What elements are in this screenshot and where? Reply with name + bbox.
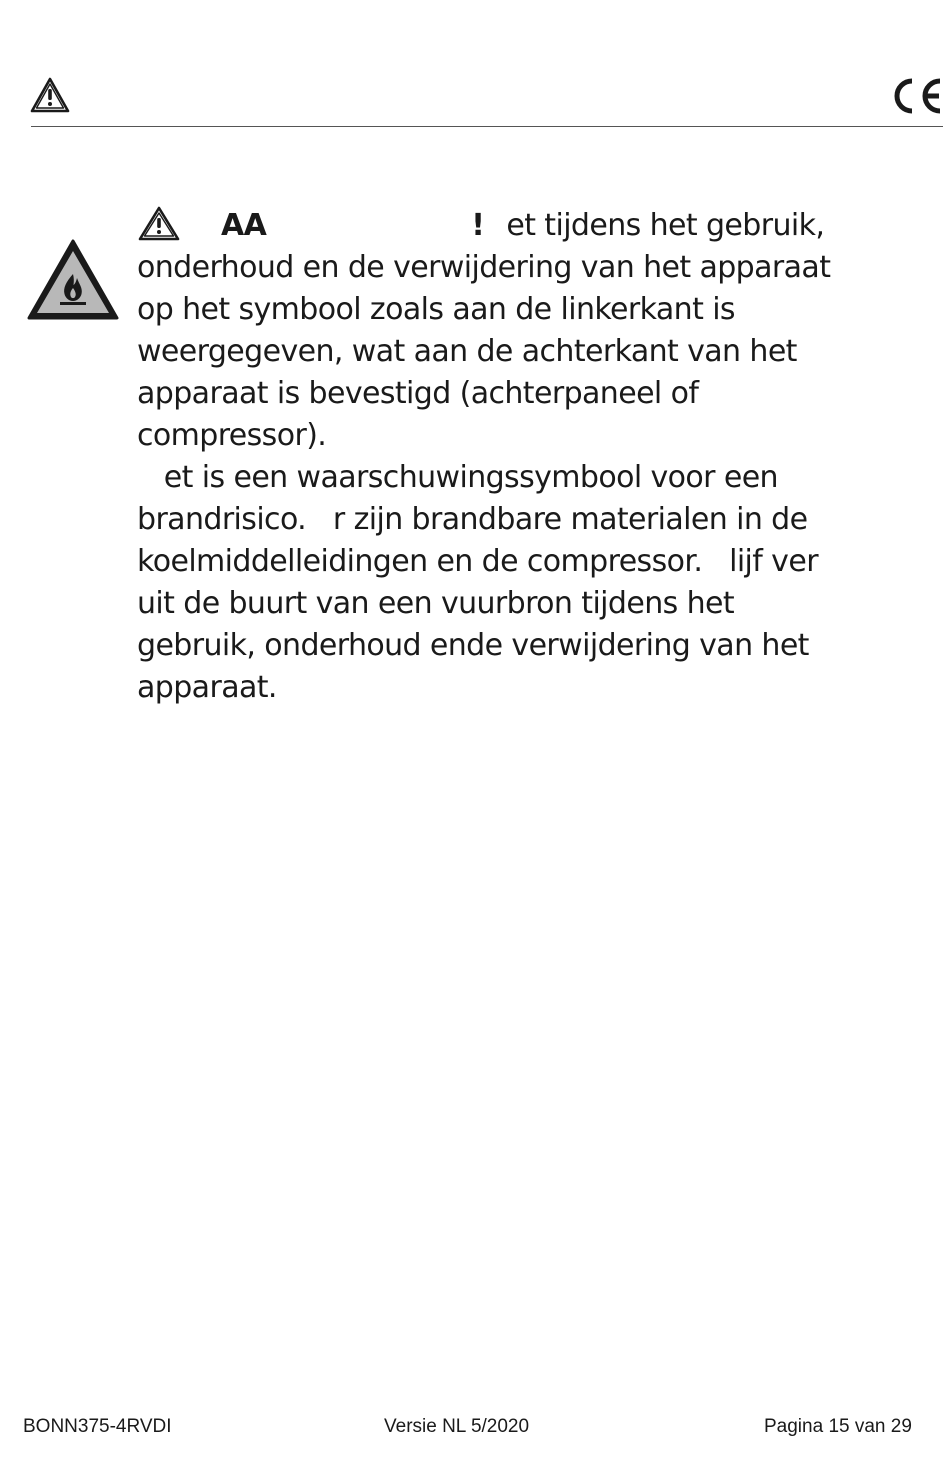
ce-mark-icon [890,76,944,116]
notice-line-2: onderhoud en de verwijdering van het apparaat [137,250,831,285]
warning-triangle-icon [137,206,181,242]
notice-line-9: koelmiddelleidingen en de compressor. lijf ver [137,544,818,579]
notice-line-7: et is een waarschuwingssymbool voor een [137,460,778,495]
notice-line-10: uit de buurt van een vuurbron tijdens het [137,586,735,621]
notice-line-6: compressor). [137,418,327,453]
notice-line-4: weergegeven, wat aan de achterkant van het [137,334,797,369]
footer-page-number: Pagina 15 van 29 [764,1416,912,1437]
fire-warning-notice [137,205,927,709]
footer-model: BONN375-4RVDI [23,1416,172,1437]
notice-line-11: gebruik, onderhoud ende verwijdering van het [137,628,809,663]
notice-line-1-text: et tijdens het gebruik, [506,208,825,243]
notice-exclamation: ! [471,208,485,243]
header-divider [31,126,943,127]
flammable-warning-icon [26,238,120,322]
notice-line-12: apparaat. [137,670,277,705]
notice-line-1 [137,205,927,247]
footer-version: Versie NL 5/2020 [384,1416,530,1437]
notice-label: AA [221,208,267,243]
notice-line-5: apparaat is bevestigd (achterpaneel of [137,376,699,411]
notice-line-8: brandrisico. r zijn brandbare materialen in de [137,502,808,537]
warning-triangle-icon [29,76,71,114]
notice-line-3: op het symbool zoals aan de linkerkant is [137,292,735,327]
